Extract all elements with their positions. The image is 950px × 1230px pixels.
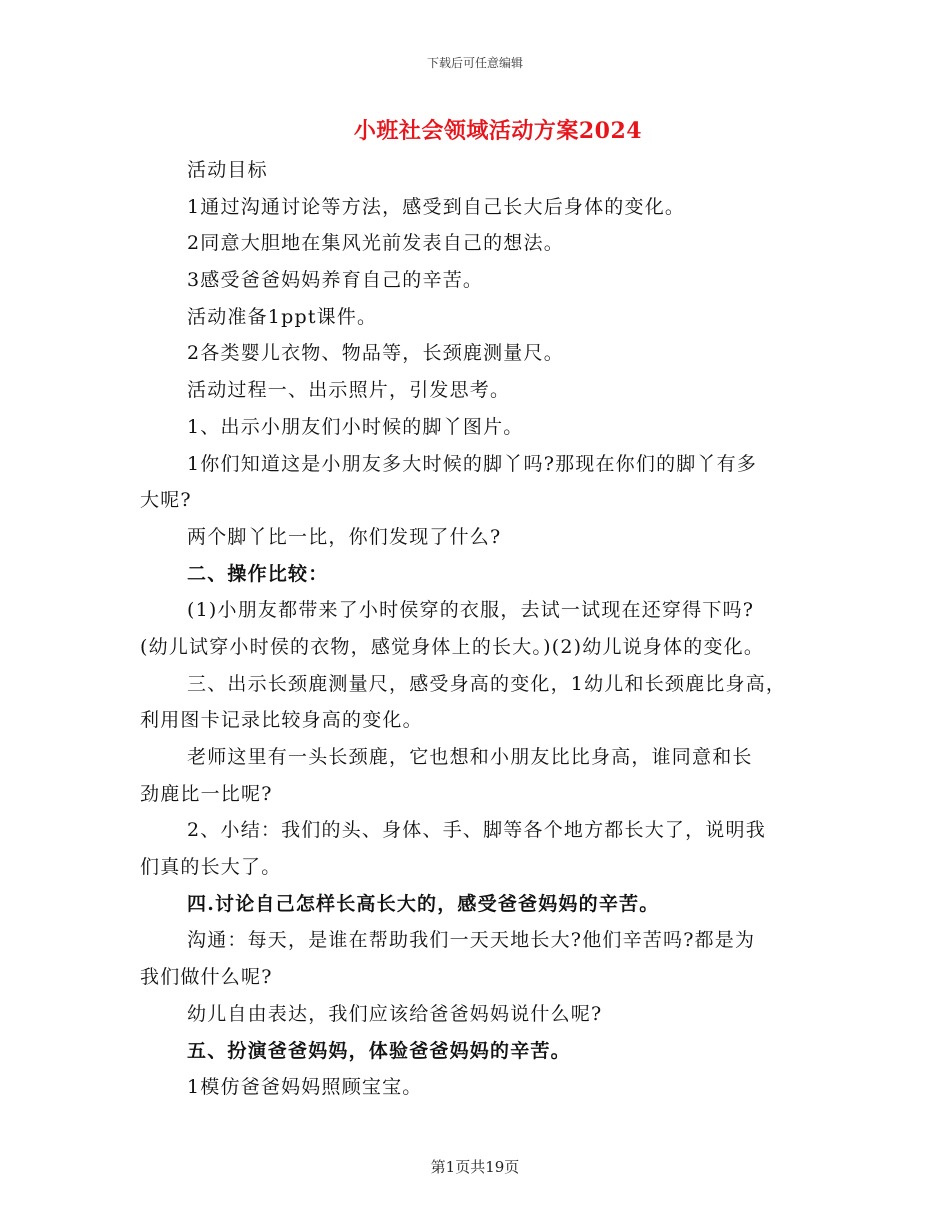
paragraph-line: 老师这里有一头长颈鹿，它也想和小朋友比比身高，谁同意和长 (187, 746, 753, 768)
paragraph-line: 2同意大胆地在集风光前发表自己的想法。 (187, 232, 564, 255)
header-note: 下载后可任意编辑 (426, 56, 523, 70)
paragraph-line: 2、小结：我们的头、身体、手、脚等各个地方都长大了，说明我 (187, 819, 766, 842)
paragraph-line: 三、出示长颈鹿测量尺，感受身高的变化，1幼儿和长颈鹿比身高， (187, 672, 787, 695)
section-heading-line: 二、操作比较： (187, 562, 329, 585)
document-body (140, 152, 830, 1106)
paragraph-line: 两个脚丫比一比，你们发现了什么? (187, 525, 502, 548)
paragraph-line: 利用图卡记录比较身高的变化。 (140, 709, 423, 732)
paragraph-line: 1你们知道这是小朋友多大时候的脚丫吗?那现在你们的脚丫有多 (187, 452, 758, 475)
paragraph-line: 大呢? (140, 489, 192, 512)
paragraph-line: 活动目标 (187, 159, 268, 181)
paragraph-line: 我们做什么呢? (140, 966, 273, 989)
section-heading-line: 四.讨论自己怎样长高长大的，感受爸爸妈妈的辛苦。 (187, 892, 660, 915)
paragraph-line: (1)小朋友都带来了小时侯穿的衣服，去试一试现在还穿得下吗? (187, 599, 755, 622)
page-number: 第1页共19页 (430, 1158, 520, 1176)
paragraph-line: 2各类婴儿衣物、物品等，长颈鹿测量尺。 (187, 342, 564, 365)
section-heading-line: 五、扮演爸爸妈妈，体验爸爸妈妈的辛苦。 (187, 1039, 571, 1062)
paragraph-line: 活动准备1ppt课件。 (187, 305, 378, 328)
paragraph-line: 劲鹿比一比呢? (140, 782, 273, 805)
paragraph-line: 1、出示小朋友们小时候的脚丫图片。 (187, 415, 524, 438)
paragraph-line: 1模仿爸爸妈妈照顾宝宝。 (187, 1076, 423, 1099)
paragraph-line: 幼儿自由表达，我们应该给爸爸妈妈说什么呢? (187, 1002, 603, 1025)
paragraph-line: 活动过程一、出示照片，引发思考。 (187, 379, 511, 402)
paragraph-line: 3感受爸爸妈妈养育自己的辛苦。 (187, 269, 484, 292)
document-title: 小班社会领域活动方案2024 (353, 118, 643, 144)
paragraph-line: 沟通：每天，是谁在帮助我们一天天地长大?他们辛苦吗?都是为 (187, 929, 756, 952)
paragraph-line: (幼儿试穿小时侯的衣物，感觉身体上的长大。)(2)幼儿说身体的变化。 (140, 635, 765, 658)
paragraph-line: 们真的长大了。 (140, 856, 282, 879)
paragraph-line: 1通过沟通讨论等方法，感受到自己长大后身体的变化。 (187, 195, 686, 218)
